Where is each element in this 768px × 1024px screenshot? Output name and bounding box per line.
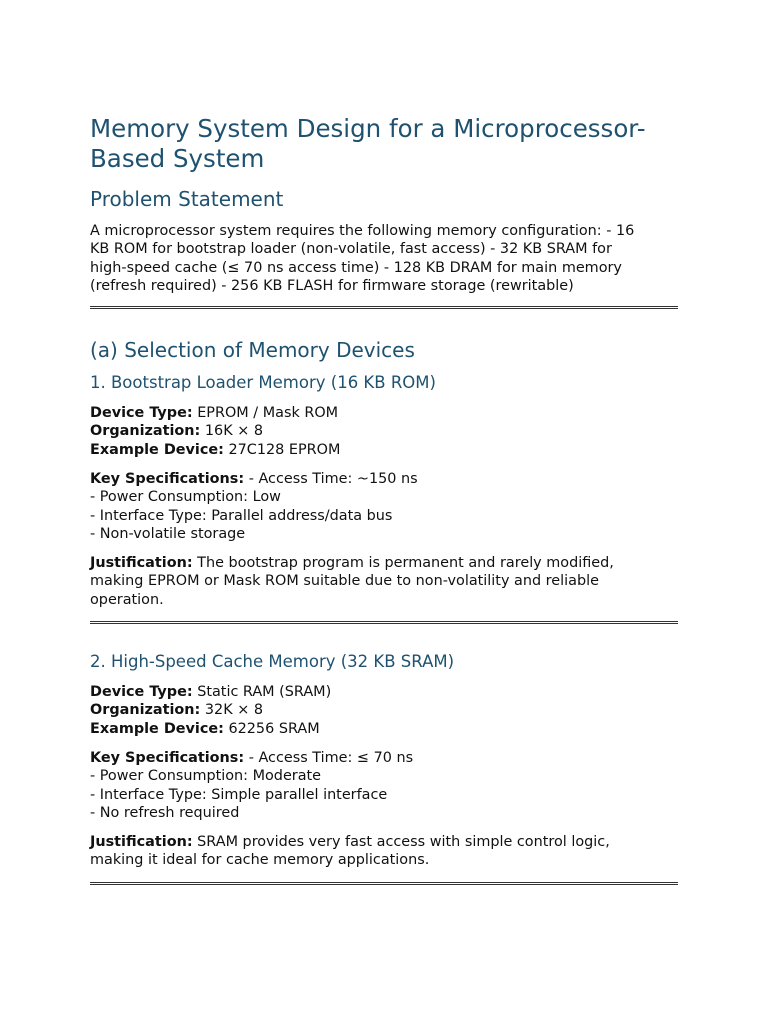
cache-device-info	[90, 683, 678, 738]
document-title	[90, 114, 678, 174]
device-type-value: Static RAM (SRAM)	[197, 684, 332, 700]
cache-memory-heading: 2. High-Speed Cache Memory (32 KB SRAM)	[90, 652, 455, 671]
device-type-value: EPROM / Mask ROM	[197, 405, 339, 421]
justification-label: Justification:	[90, 555, 193, 571]
justification-label: Justification:	[90, 834, 193, 850]
title-line: Memory System Design for a Microprocessor-	[90, 114, 646, 143]
justification-text: operation.	[90, 591, 164, 608]
horizontal-rule	[90, 306, 678, 309]
organization-label: Organization:	[90, 423, 201, 440]
spec-item: - Power Consumption: Low	[90, 489, 281, 506]
spec-item: - Access Time: ≤ 70 ns	[248, 750, 414, 766]
organization-value: 32K × 8	[204, 702, 264, 719]
problem-line: (refresh required) - 256 KB FLASH for firmware storage (rewritable)	[90, 277, 574, 294]
problem-statement-heading: Problem Statement	[90, 187, 284, 211]
bootstrap-justification	[90, 554, 678, 609]
cache-justification	[90, 833, 678, 870]
example-device-label: Example Device:	[90, 441, 224, 458]
problem-line: KB ROM for bootstrap loader (non-volatile, fast access) - 32 KB SRAM for	[90, 241, 612, 258]
spec-item: - Interface Type: Simple parallel interface	[90, 786, 388, 803]
problem-line: high-speed cache (≤ 70 ns access time) - 128 KB DRAM for main memory	[90, 259, 622, 276]
example-device-label: Example Device:	[90, 720, 224, 737]
spec-item: - No refresh required	[90, 804, 240, 821]
organization-value: 16K × 8	[204, 423, 264, 440]
cache-key-specs	[90, 749, 678, 822]
justification-text: making it ideal for cache memory applications.	[90, 852, 430, 869]
key-specs-label: Key Specifications:	[90, 471, 245, 487]
bootstrap-key-specs	[90, 470, 678, 543]
organization-label: Organization:	[90, 702, 201, 719]
device-type-label: Device Type:	[90, 684, 193, 700]
bootstrap-memory-heading: 1. Bootstrap Loader Memory (16 KB ROM)	[90, 373, 436, 392]
problem-line: A microprocessor system requires the following memory configuration: - 16	[90, 223, 635, 239]
device-type-label: Device Type:	[90, 405, 193, 421]
spec-item: - Non-volatile storage	[90, 525, 246, 542]
title-line: Based System	[90, 144, 265, 173]
justification-text: SRAM provides very fast access with simple control logic,	[197, 834, 610, 850]
horizontal-rule	[90, 882, 678, 885]
example-device-value: 62256 SRAM	[228, 720, 320, 737]
justification-text: The bootstrap program is permanent and rarely modified,	[197, 555, 614, 571]
example-device-value: 27C128 EPROM	[228, 441, 341, 458]
section-a-heading: (a) Selection of Memory Devices	[90, 338, 415, 362]
horizontal-rule	[90, 621, 678, 624]
key-specs-label: Key Specifications:	[90, 750, 245, 766]
spec-item: - Access Time: ~150 ns	[248, 471, 418, 487]
spec-item: - Power Consumption: Moderate	[90, 768, 322, 785]
justification-text: making EPROM or Mask ROM suitable due to non-volatility and reliable	[90, 573, 599, 590]
bootstrap-device-info	[90, 404, 678, 459]
problem-statement-text	[90, 222, 678, 295]
spec-item: - Interface Type: Parallel address/data bus	[90, 507, 393, 524]
